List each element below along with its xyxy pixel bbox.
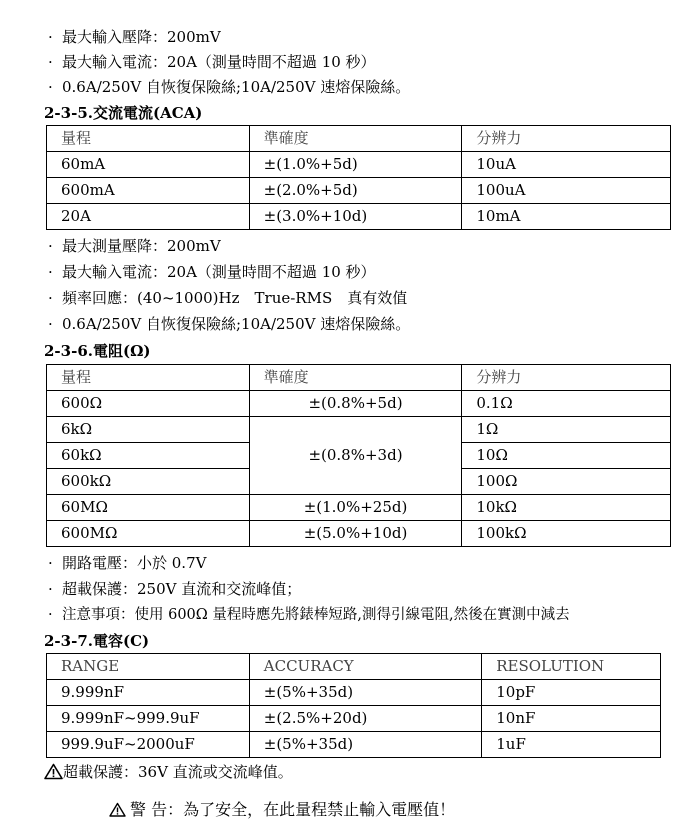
list-item: · 最大測量壓降：200mV <box>48 237 221 255</box>
table-row: 600kΩ 100Ω <box>47 469 671 495</box>
table-row: 6kΩ ±(0.8%+3d) 1Ω <box>47 417 671 443</box>
section-heading-capacitance: 2-3-7.電容(C) <box>44 632 150 650</box>
table-header: 分辨力 <box>462 126 671 152</box>
section-heading-aca: 2-3-5.交流電流(ACA) <box>44 104 203 122</box>
table-row: 60MΩ ±(1.0%+25d) 10kΩ <box>47 495 671 521</box>
warning-triangle-icon <box>44 763 63 780</box>
safety-warning <box>130 800 455 820</box>
list-item: · 最大輸入壓降：200mV <box>48 28 221 46</box>
table-row: 999.9uF~2000uF ±(5%+35d) 1uF <box>47 732 661 758</box>
table-header: RANGE <box>47 654 250 680</box>
warning-label: 警 告： <box>130 800 184 819</box>
aca-table <box>46 125 671 230</box>
list-item: · 頻率回應：(40~1000)Hz True-RMS 真有效值 <box>48 289 408 307</box>
table-row: 600MΩ ±(5.0%+10d) 100kΩ <box>47 521 671 547</box>
table-row: 9.999nF~999.9uF ±(2.5%+20d) 10nF <box>47 706 661 732</box>
table-header: 量程 <box>47 365 250 391</box>
table-row: 60kΩ 10Ω <box>47 443 671 469</box>
table-row: 600Ω ±(0.8%+5d) 0.1Ω <box>47 391 671 417</box>
warning-text: 為了安全，在此量程禁止輸入電壓值！ <box>183 800 456 819</box>
table-header: ACCURACY <box>249 654 481 680</box>
list-item: · 注意事項：使用 600Ω 量程時應先將錶棒短路,測得引線電阻,然後在實測中減去 <box>48 607 570 623</box>
table-header: 量程 <box>47 126 250 152</box>
capacitance-table <box>46 653 661 758</box>
overload-note: 超載保護：36V 直流或交流峰值。 <box>63 763 293 781</box>
table-header: 準確度 <box>249 365 462 391</box>
warning-triangle-icon <box>109 802 126 817</box>
list-item: · 0.6A/250V 自恢復保險絲;10A/250V 速熔保險絲。 <box>48 315 411 333</box>
table-row: 20A ±(3.0%+10d) 10mA <box>47 204 671 230</box>
list-item: · 最大輸入電流：20A（測量時間不超過 10 秒） <box>48 263 376 281</box>
resistance-table <box>46 364 671 547</box>
table-row: 600mA ±(2.0%+5d) 100uA <box>47 178 671 204</box>
list-item: · 開路電壓：小於 0.7V <box>48 554 207 572</box>
list-item: · 最大輸入電流：20A（測量時間不超過 10 秒） <box>48 53 376 71</box>
list-item: · 0.6A/250V 自恢復保險絲;10A/250V 速熔保險絲。 <box>48 78 411 96</box>
table-header: RESOLUTION <box>482 654 661 680</box>
section-heading-resistance: 2-3-6.電阻(Ω) <box>44 342 151 360</box>
table-row: 60mA ±(1.0%+5d) 10uA <box>47 152 671 178</box>
list-item: · 超載保護：250V 直流和交流峰值； <box>48 580 302 598</box>
table-header: 準確度 <box>249 126 462 152</box>
table-header: 分辨力 <box>462 365 671 391</box>
table-row: 9.999nF ±(5%+35d) 10pF <box>47 680 661 706</box>
